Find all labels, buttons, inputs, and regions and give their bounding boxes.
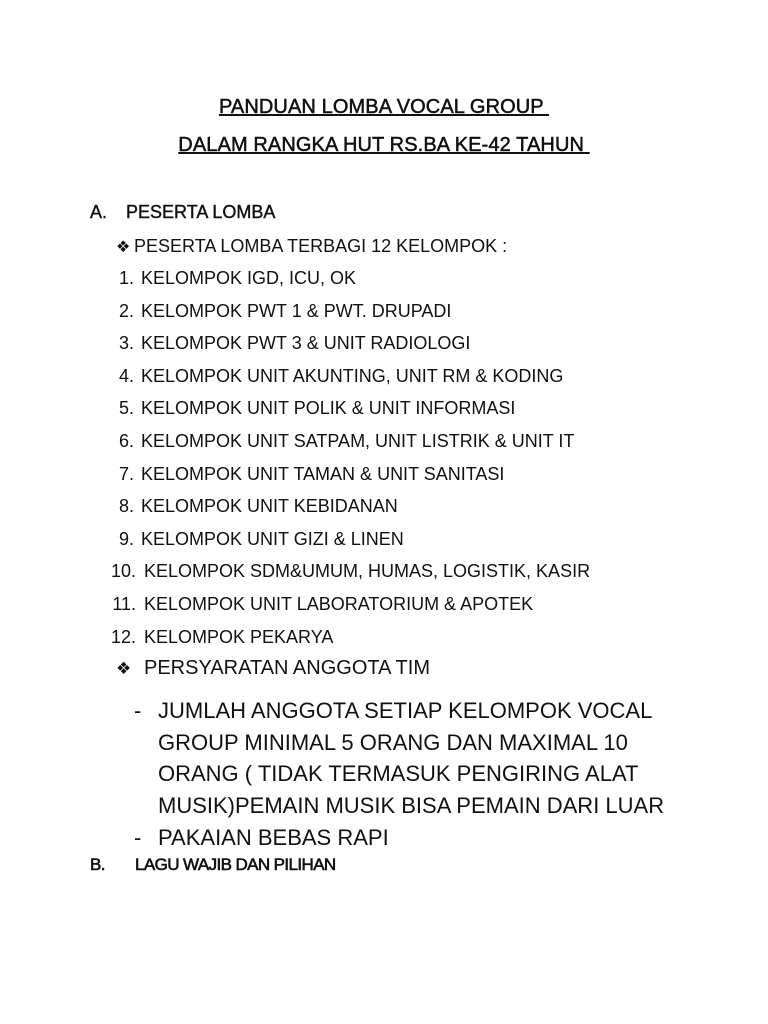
list-item bbox=[108, 525, 590, 558]
section-b-letter: B. bbox=[90, 855, 105, 874]
list-item bbox=[108, 492, 590, 525]
list-item-number: 12. bbox=[110, 626, 136, 647]
list-item-text: KELOMPOK UNIT KEBIDANAN bbox=[141, 496, 398, 517]
list-item bbox=[108, 557, 590, 590]
list-item bbox=[108, 297, 590, 330]
group-list bbox=[108, 264, 590, 655]
list-item-number: 9. bbox=[118, 528, 134, 549]
list-item-text: KELOMPOK PWT 1 & PWT. DRUPADI bbox=[141, 300, 452, 321]
section-b-heading bbox=[90, 855, 336, 875]
requirements-heading bbox=[116, 657, 430, 680]
list-item-number: 2. bbox=[118, 300, 134, 321]
list-item bbox=[108, 623, 590, 656]
list-item-number: 10. bbox=[110, 561, 136, 582]
diamond-bullet-icon: ❖ bbox=[116, 659, 132, 678]
list-item-number: 3. bbox=[118, 333, 134, 354]
participants-bullet-text: PESERTA LOMBA TERBAGI 12 KELOMPOK : bbox=[134, 236, 508, 256]
list-item-number: 1. bbox=[118, 268, 134, 288]
requirements-heading-text: PERSYARATAN ANGGOTA TIM bbox=[144, 657, 430, 679]
list-item bbox=[108, 460, 590, 493]
list-item bbox=[108, 329, 590, 362]
document-title-line-2: DALAM RANGKA HUT RS.BA KE-42 TAHUN bbox=[178, 134, 590, 156]
list-item-text: KELOMPOK UNIT GIZI & LINEN bbox=[141, 528, 404, 549]
list-item-text: KELOMPOK SDM&UMUM, HUMAS, LOGISTIK, KASIR bbox=[144, 561, 591, 582]
list-item-text: KELOMPOK UNIT AKUNTING, UNIT RM & KODING bbox=[141, 365, 564, 386]
list-item-text: KELOMPOK UNIT TAMAN & UNIT SANITASI bbox=[141, 463, 505, 484]
list-item-number: 8. bbox=[118, 496, 134, 517]
list-item-text: KELOMPOK PEKARYA bbox=[144, 626, 334, 647]
list-item-text: KELOMPOK PWT 3 & UNIT RADIOLOGI bbox=[141, 333, 471, 354]
list-item bbox=[108, 427, 590, 460]
list-item bbox=[108, 590, 590, 623]
list-item bbox=[108, 264, 590, 297]
section-a-heading bbox=[90, 202, 275, 223]
list-item-text: KELOMPOK UNIT LABORATORIUM & APOTEK bbox=[144, 593, 534, 614]
list-item bbox=[134, 822, 678, 854]
list-item-text: PAKAIAN BEBAS RAPI bbox=[158, 824, 389, 850]
list-item-text: KELOMPOK UNIT POLIK & UNIT INFORMASI bbox=[141, 398, 516, 419]
list-item-text: JUMLAH ANGGOTA SETIAP KELOMPOK VOCAL GROUP MINIMAL 5 ORANG DAN MAXIMAL 10 ORANG ( TIDAK TERMASUK PENGIRING ALAT MUSIK)PEMAIN MUSIK BISA PEMAIN DARI LUAR bbox=[158, 698, 665, 819]
participants-bullet bbox=[116, 236, 507, 257]
document-title-line-1: PANDUAN LOMBA VOCAL GROUP bbox=[218, 96, 550, 118]
list-item-text: KELOMPOK UNIT SATPAM, UNIT LISTRIK & UNIT IT bbox=[141, 430, 575, 451]
list-item-text: KELOMPOK IGD, ICU, OK bbox=[141, 268, 357, 288]
list-item-number: 4. bbox=[118, 365, 134, 386]
dash-bullet: - bbox=[134, 824, 142, 850]
diamond-bullet-icon: ❖ bbox=[116, 239, 131, 256]
list-item-number: 5. bbox=[118, 398, 134, 419]
list-item-number: 11. bbox=[112, 593, 136, 614]
list-item bbox=[108, 362, 590, 395]
section-a-letter: A. bbox=[90, 202, 108, 222]
list-item bbox=[108, 394, 590, 427]
list-item bbox=[134, 695, 678, 822]
dash-bullet: - bbox=[134, 698, 142, 723]
requirements-list bbox=[134, 695, 678, 854]
list-item-number: 6. bbox=[118, 430, 134, 451]
section-b-title: LAGU WAJIB DAN PILIHAN bbox=[135, 855, 336, 874]
list-item-number: 7. bbox=[118, 463, 134, 484]
section-a-title: PESERTA LOMBA bbox=[126, 202, 276, 222]
